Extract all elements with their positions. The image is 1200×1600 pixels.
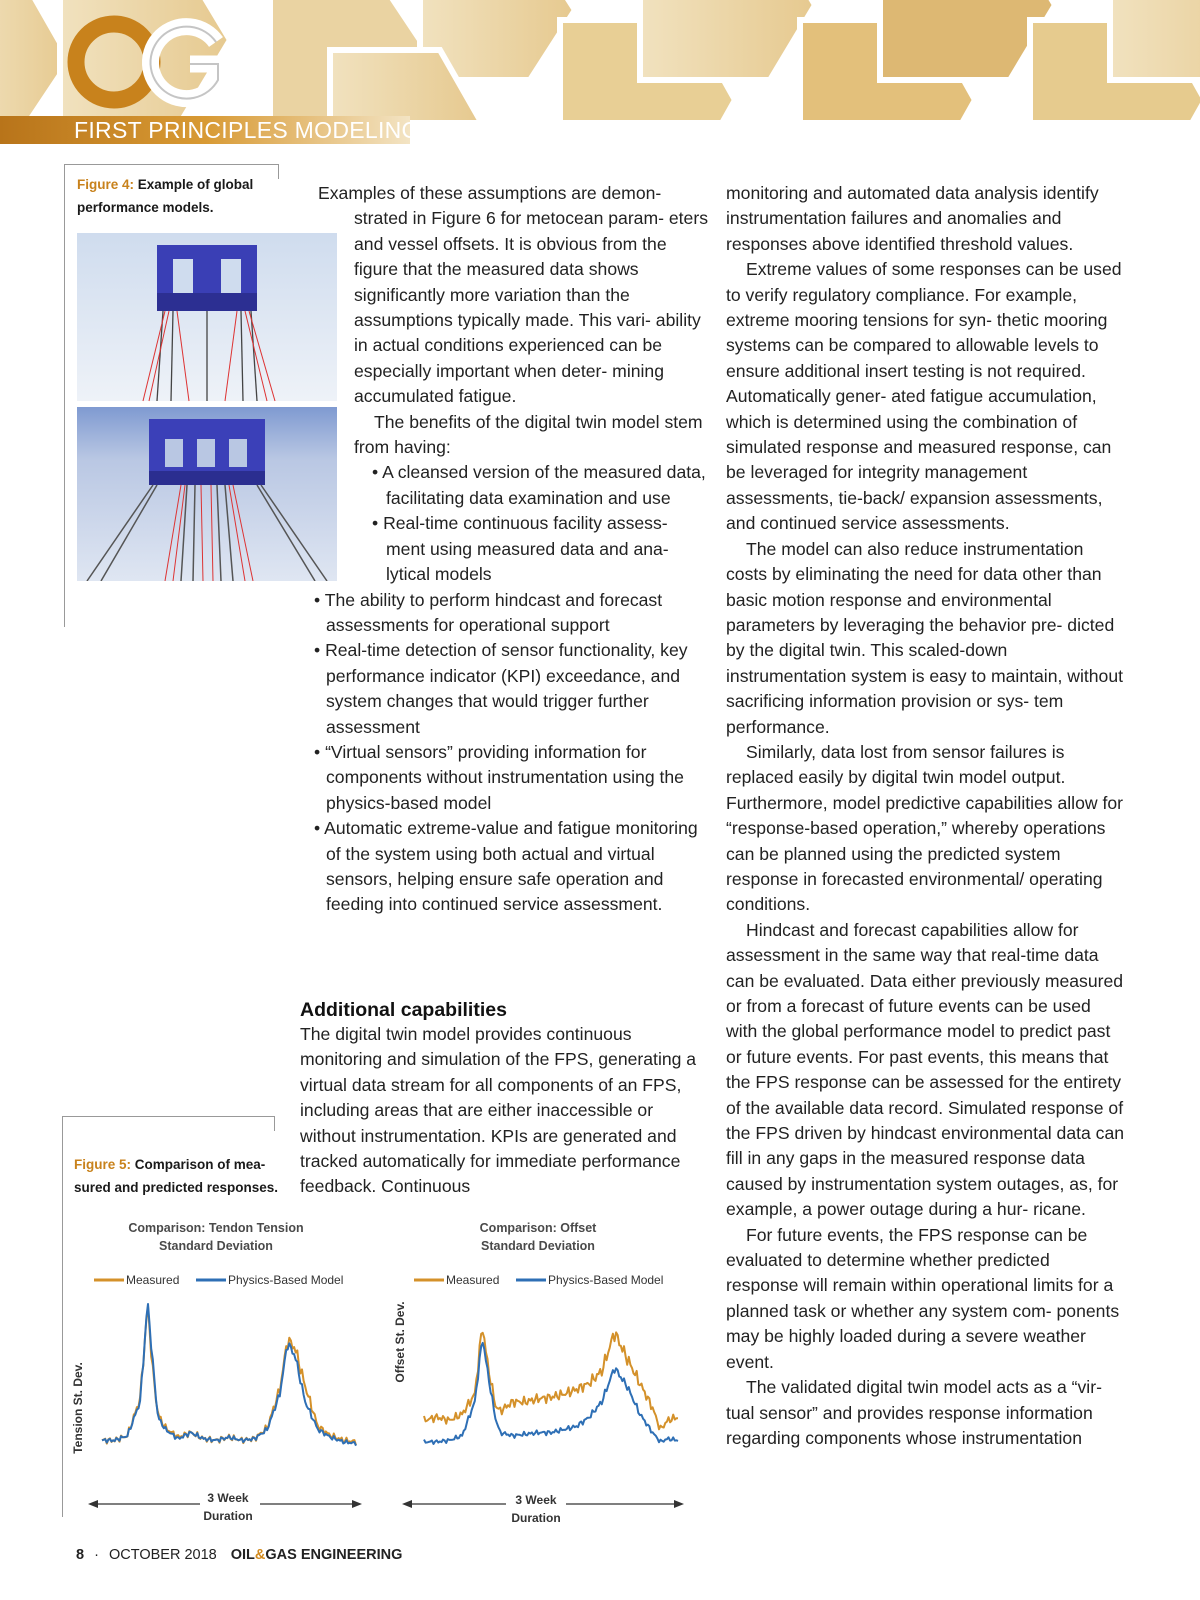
chart-offset xyxy=(388,1218,698,1528)
bullet-text: Real-time detection of sensor functionality, key performance indicator (KPI) exceedance, and system changes that would trigger further assessment xyxy=(325,640,688,737)
series-measured-line xyxy=(102,1307,356,1445)
figure-4-label: Figure 4: xyxy=(77,177,135,192)
chart-title: Comparison: Offset xyxy=(479,1221,597,1235)
paragraph: monitoring and automated data analysis identify instrumentation failures and anomalies and responses above identified threshold values. xyxy=(726,183,1099,254)
paragraph-assumptions xyxy=(318,181,708,410)
page-number: 8 xyxy=(76,1547,85,1563)
x-axis-label: 3 Week xyxy=(515,1493,557,1507)
paragraph: Extreme values of some responses can be used to verify regulatory compliance. For example, extreme mooring tensions for syn- thetic mooring systems can be compared to allowable levels to ensure additional insert testing is not required. Automatically gener- ated fatigue accumulation, which is determined using the combination of simulated response and measured response, can be leveraged for integrity management assessments, tie-back/ expansion assessments, and continued service assessments. xyxy=(726,259,1122,534)
paragraph-assumptions-rest: strated in Figure 6 for metocean param- eters and vessel offsets. It is obvious from the figure that the measured data shows significantly more variation than the assumptions typically made. This vari- ability in actual conditions experienced can be especially important when deter- mining accumulated fatigue. xyxy=(354,208,708,407)
figure-4-caption-text: Example of global performance models. xyxy=(77,177,254,215)
y-axis-label: Offset St. Dev. xyxy=(393,1301,407,1383)
bullet-text: “Virtual sensors” providing information for components without instrumentation using the physics-based model xyxy=(325,741,684,813)
paragraph-benefits-text: The benefits of the digital twin model stem from having: xyxy=(354,411,703,458)
x-axis-label: 3 Week xyxy=(207,1491,249,1505)
column-1 xyxy=(314,181,708,918)
magazine-name xyxy=(231,1547,403,1563)
paragraph: For future events, the FPS response can be evaluated to determine whether predicted response will remain within operational limits for a planned task or whether any system com- ponents may be highly loaded during a severe weather event. xyxy=(726,1224,1120,1372)
series-model-line xyxy=(424,1343,678,1444)
legend-model-label: Physics-Based Model xyxy=(228,1273,344,1287)
plot-area xyxy=(102,1304,356,1446)
figure-5-label: Figure 5: xyxy=(74,1157,132,1172)
figure-5-caption-line1: Comparison of mea- xyxy=(134,1157,266,1172)
figure-5-caption-line2: sured and predicted responses. xyxy=(74,1180,279,1195)
section-heading: Additional capabilities xyxy=(300,999,507,1021)
page-header xyxy=(0,0,1200,145)
bullet-text: The ability to perform hindcast and forecast assessments for operational support xyxy=(324,589,663,635)
paragraph: The validated digital twin model acts as a “vir- tual sensor” and provides response information regarding components whose instrumentation xyxy=(726,1377,1102,1448)
paragraph: Similarly, data lost from sensor failures is replaced easily by digital twin model output. Furthermore, model predictive capabilities allow for “response-based operation,” whereby operations can be planned using the predicted system response in forecasted environmental/ operating conditions. xyxy=(726,741,1124,915)
arrow-left-icon xyxy=(88,1500,98,1508)
magazine-name-part1: OIL xyxy=(230,1547,255,1563)
arrow-left-icon xyxy=(402,1500,412,1508)
legend-model-label: Physics-Based Model xyxy=(548,1273,664,1287)
figure-4-caption xyxy=(77,173,277,219)
paragraph: The model can also reduce instrumentation costs by eliminating the need for data other than basic motion response and environmental parameters by leveraging the behavior pre- dicted by the digital twin. This scaled-down instrumentation system is easy to maintain, without sacrificing information provision or sys- tem performance. xyxy=(726,538,1124,737)
chart-subtitle: Standard Deviation xyxy=(481,1239,595,1253)
chart-title: Comparison: Tendon Tension xyxy=(128,1221,304,1235)
y-axis-label: Tension St. Dev. xyxy=(71,1362,85,1454)
sub-bullet-item: • A cleansed version of the measured data, facilitating data examination and use xyxy=(372,462,706,508)
legend-measured-label: Measured xyxy=(446,1273,500,1287)
sub-bullet-text: A cleansed version of the measured data, facilitating data examination and use xyxy=(382,462,706,508)
paragraph-assumptions-first-line: Examples of these assumptions are demon- xyxy=(318,183,662,203)
paragraph: Hindcast and forecast capabilities allow for assessment in the same way that real-time data can be evaluated. Data either previously measured or from a forecast of future events can be used with the global performance model to predict past or future events. For past events, this means that the FPS response can be assessed for the entirety of the available data record. Simulated response of the FPS driven by hindcast environmental data can fill in any gaps in the measured response data caused by instrumentation system outages, as, for example, a power outage during a hur- ricane. xyxy=(726,919,1125,1220)
sub-bullet-text: Real-time continuous facility assess- ment using measured data and ana- lytical models xyxy=(383,513,669,585)
figure-5-caption xyxy=(74,1153,284,1199)
footer-separator: · xyxy=(94,1547,99,1563)
global-performance-model-illustration xyxy=(77,233,337,581)
issue-date: OCTOBER 2018 xyxy=(108,1547,217,1563)
bullet-item: • Real-time detection of sensor functionality, key performance indicator (KPI) exceedance, and system changes that would trigger further assessment xyxy=(314,640,688,737)
page-footer xyxy=(76,1547,402,1563)
sub-bullet-list xyxy=(318,460,708,587)
bullet-item: • Automatic extreme-value and fatigue monitoring of the system using both actual and virtual sensors, helping ensure safe operation and feeding into continued service assessment. xyxy=(314,818,698,915)
bullet-item: • The ability to perform hindcast and forecast assessments for operational support xyxy=(314,589,663,635)
magazine-name-amp: & xyxy=(254,1547,266,1563)
chart-subtitle: Standard Deviation xyxy=(159,1239,273,1253)
paragraph-benefits xyxy=(318,410,708,461)
chart-tendon-tension xyxy=(66,1218,376,1528)
bullet-item: • “Virtual sensors” providing information for components without instrumentation using the physics-based model xyxy=(314,741,684,813)
magazine-name-part2: GAS ENGINEERING xyxy=(265,1547,403,1563)
arrow-right-icon xyxy=(352,1500,362,1508)
plot-area xyxy=(424,1332,678,1444)
sub-bullet-item: • Real-time continuous facility assess- ment using measured data and ana- lytical models xyxy=(372,513,669,585)
paragraph-additional: The digital twin model provides continuous monitoring and simulation of the FPS, generating a virtual data stream for all components of an FPS, including areas that are either inaccessible or without instrumentation. KPIs are generated and tracked automatically for immediate performance feedback. Continuous xyxy=(300,1024,697,1197)
column-3 xyxy=(726,181,1126,1451)
og-logo xyxy=(66,14,246,114)
legend-measured-label: Measured xyxy=(126,1273,180,1287)
figure-4 xyxy=(64,164,279,627)
arrow-right-icon xyxy=(674,1500,684,1508)
bullet-list xyxy=(314,588,708,918)
column-2 xyxy=(300,998,700,1200)
section-title: FIRST PRINCIPLES MODELING xyxy=(74,117,420,143)
bullet-text: Automatic extreme-value and fatigue monitoring of the system using both actual and virtual sensors, helping ensure safe operation and feeding into continued service assessment. xyxy=(324,818,698,915)
x-axis-label-2: Duration xyxy=(511,1511,561,1525)
x-axis-label-2: Duration xyxy=(203,1509,253,1523)
